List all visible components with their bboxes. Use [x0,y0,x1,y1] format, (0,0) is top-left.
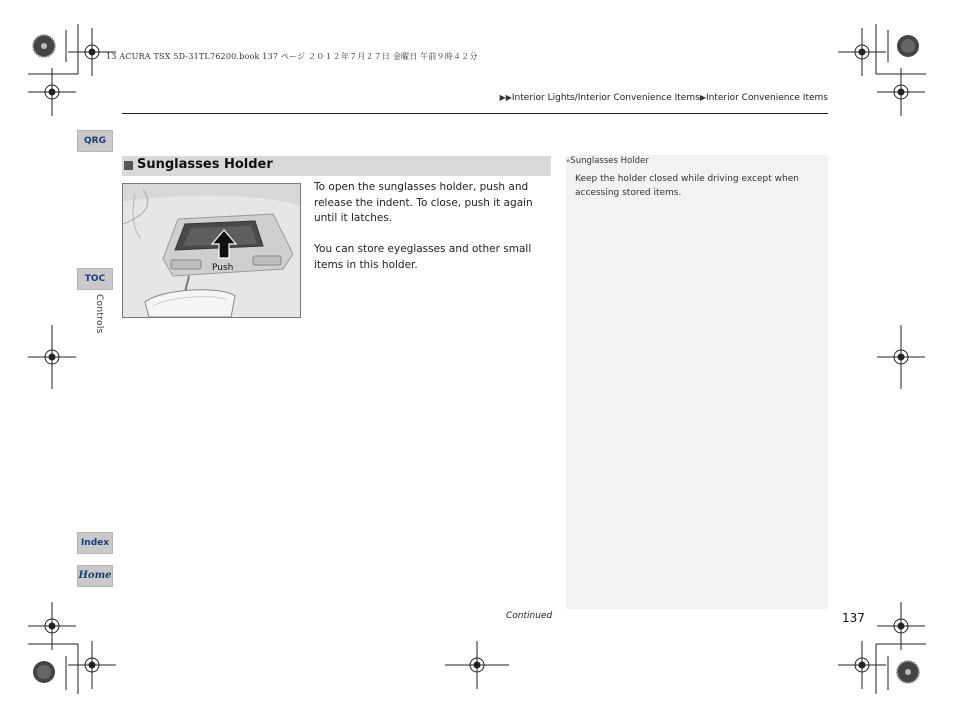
section-title: Sunglasses Holder [137,157,273,172]
instruction-paragraph-storage: You can store eyeglasses and other small items in this holder. [314,243,532,271]
note-title [566,156,649,166]
index-button[interactable]: Index [77,532,113,554]
note-text: Keep the holder closed while driving except when accessing stored items. [575,174,799,198]
qrg-button[interactable]: QRG [77,130,113,152]
toc-button[interactable]: TOC [77,268,113,290]
note-title-text: Sunglasses Holder [570,156,649,166]
page-number: 137 [842,611,865,625]
breadcrumb-separator: ▶ [699,93,706,102]
note-panel [566,155,828,609]
breadcrumb-item-interior-lights[interactable]: Interior Lights/Interior Convenience Items [511,93,700,103]
section-square-icon [124,161,133,170]
push-label: Push [212,263,234,273]
continued-label: Continued [506,611,553,621]
side-label-controls: Controls [94,294,104,334]
home-button[interactable]: Home [77,565,113,587]
breadcrumb [500,93,828,103]
headliner-drawing [123,184,300,317]
instruction-paragraph-open-close: To open the sunglasses holder, push and release the indent. To close, push it again until it latches. [314,181,533,224]
section-heading [122,156,551,176]
breadcrumb-item-convenience[interactable]: Interior Convenience Items [705,93,828,103]
note-reference-icon: » [566,157,571,165]
breadcrumb-arrows: ▶▶ [499,93,512,102]
sunglasses-holder-illustration [122,183,301,318]
header-rule [122,113,828,114]
print-header: 13 ACURA TSX 5D-31TL76200.book 137 ページ ２０１２年７月２７日 金曜日 午前９時４２分 [106,52,478,61]
